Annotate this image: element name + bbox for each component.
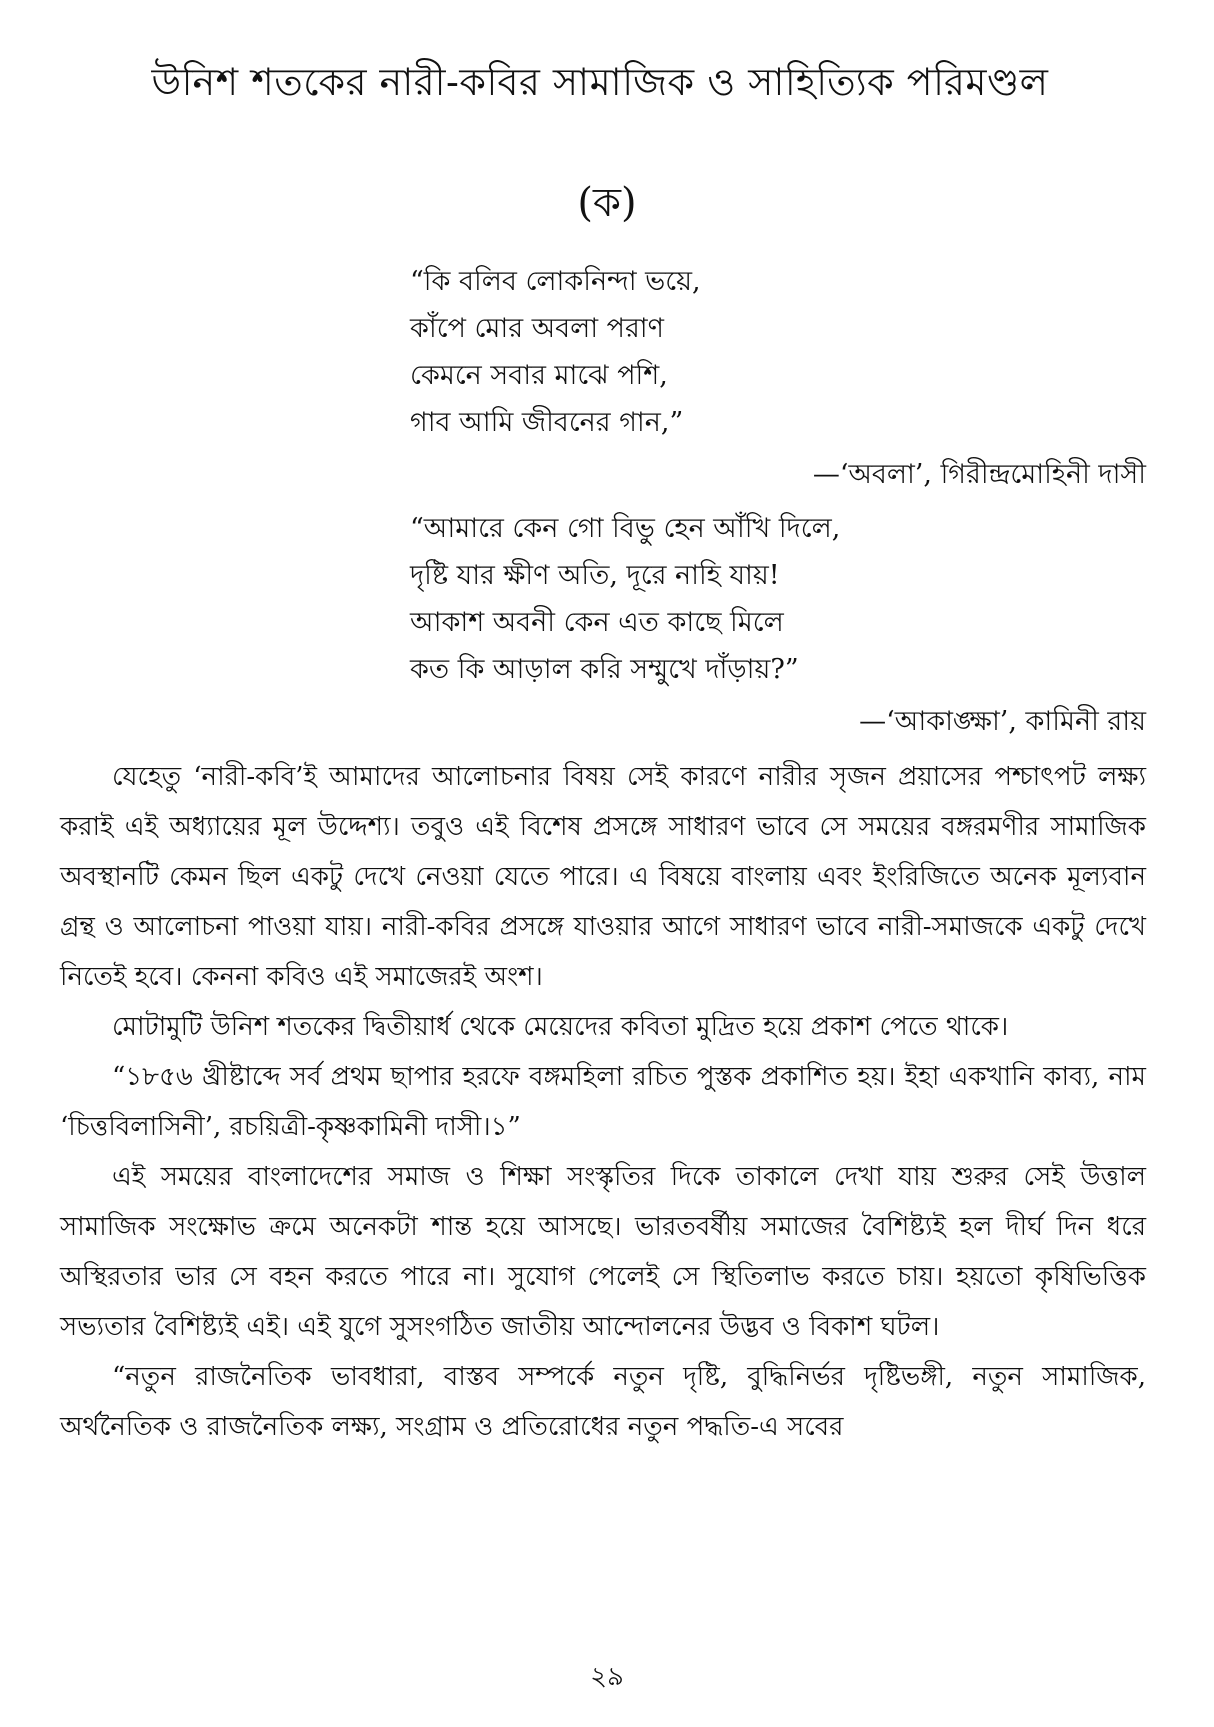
poem-line: কাঁপে মোর অবলা পরাণ: [410, 313, 664, 344]
poem-line: কত কি আড়াল করি সম্মুখে দাঁড়ায়?”: [410, 654, 799, 685]
poem-line: কেমনে সবার মাঝে পশি,: [410, 360, 668, 391]
poem-line: দৃষ্টি যার ক্ষীণ অতি, দূরে নাহি যায়!: [410, 560, 780, 591]
poem-attribution-1: —‘অবলা’, গিরীন্দ্রমোহিনী দাসী: [812, 459, 1146, 490]
paragraph-quote: “১৮৫৬ খ্রীষ্টাব্দে সর্ব প্রথম ছাপার হরফে বঙ্গমহিলা রচিত পুস্তক প্রকাশিত হয়। ইহা একখানি কাব্য, নাম ‘চিত্তবিলাসিনী’, রচয়িত্রী-কৃষ্ণকামিনী দাসী।১”: [60, 1062, 1146, 1142]
body-text: [60, 752, 1146, 1452]
poem-line: আকাশ অবনী কেন এত কাছে মিলে: [410, 607, 784, 638]
poem-quote-2: [410, 505, 1150, 693]
paragraph-quote: “নতুন রাজনৈতিক ভাবধারা, বাস্তব সম্পর্কে নতুন দৃষ্টি, বুদ্ধিনির্ভর দৃষ্টিভঙ্গী, নতুন সামাজিক, অর্থনৈতিক ও রাজনৈতিক লক্ষ্য, সংগ্রাম ও প্রতিরোধের নতুন পদ্ধতি-এ সবের: [60, 1362, 1146, 1442]
chapter-title: উনিশ শতকের নারী-কবির সামাজিক ও সাহিত্যিক পরিমণ্ডল: [151, 60, 1049, 104]
poem-line: গাব আমি জীবনের গান,”: [410, 407, 684, 438]
poem-line: “কি বলিব লোকনিন্দা ভয়ে,: [410, 266, 701, 297]
poem-quote-1: [410, 258, 1150, 446]
paragraph: এই সময়ের বাংলাদেশের সমাজ ও শিক্ষা সংস্কৃতির দিকে তাকালে দেখা যায় শুরুর সেই উত্তাল সামাজিক সংক্ষোভ ক্রমে অনেকটা শান্ত হয়ে আসছে। ভারতবর্ষীয় সমাজের বৈশিষ্ট্যই হল দীর্ঘ দিন ধরে অস্থিরতার ভার সে বহন করতে পারে না। সুযোগ পেলেই সে স্থিতিলাভ করতে চায়। হয়তো কৃষিভিত্তিক সভ্যতার বৈশিষ্ট্যই এই। এই যুগে সুসংগঠিত জাতীয় আন্দোলনের উদ্ভব ও বিকাশ ঘটল।: [60, 1162, 1146, 1342]
poem-attribution-2: —‘আকাঙ্ক্ষা’, কামিনী রায়: [859, 706, 1146, 737]
paragraph: মোটামুটি উনিশ শতকের দ্বিতীয়ার্ধ থেকে মেয়েদের কবিতা মুদ্রিত হয়ে প্রকাশ পেতে থাকে।: [112, 1012, 1009, 1042]
section-marker: (ক): [577, 180, 637, 226]
page-number: ২৯: [590, 1662, 624, 1692]
paragraph: যেহেতু ‘নারী-কবি’ই আমাদের আলোচনার বিষয় সেই কারণে নারীর সৃজন প্রয়াসের পশ্চাৎপট লক্ষ্য করাই এই অধ্যায়ের মূল উদ্দেশ্য। তবুও এই বিশেষ প্রসঙ্গে সাধারণ ভাবে সে সময়ের বঙ্গরমণীর সামাজিক অবস্থানটি কেমন ছিল একটু দেখে নেওয়া যেতে পারে। এ বিষয়ে বাংলায় এবং ইংরিজিতে অনেক মূল্যবান গ্রন্থ ও আলোচনা পাওয়া যায়। নারী-কবির প্রসঙ্গে যাওয়ার আগে সাধারণ ভাবে নারী-সমাজকে একটু দেখে নিতেই হবে। কেননা কবিও এই সমাজেরই অংশ।: [60, 762, 1146, 992]
poem-line: “আমারে কেন গো বিভু হেন আঁখি দিলে,: [410, 513, 841, 544]
